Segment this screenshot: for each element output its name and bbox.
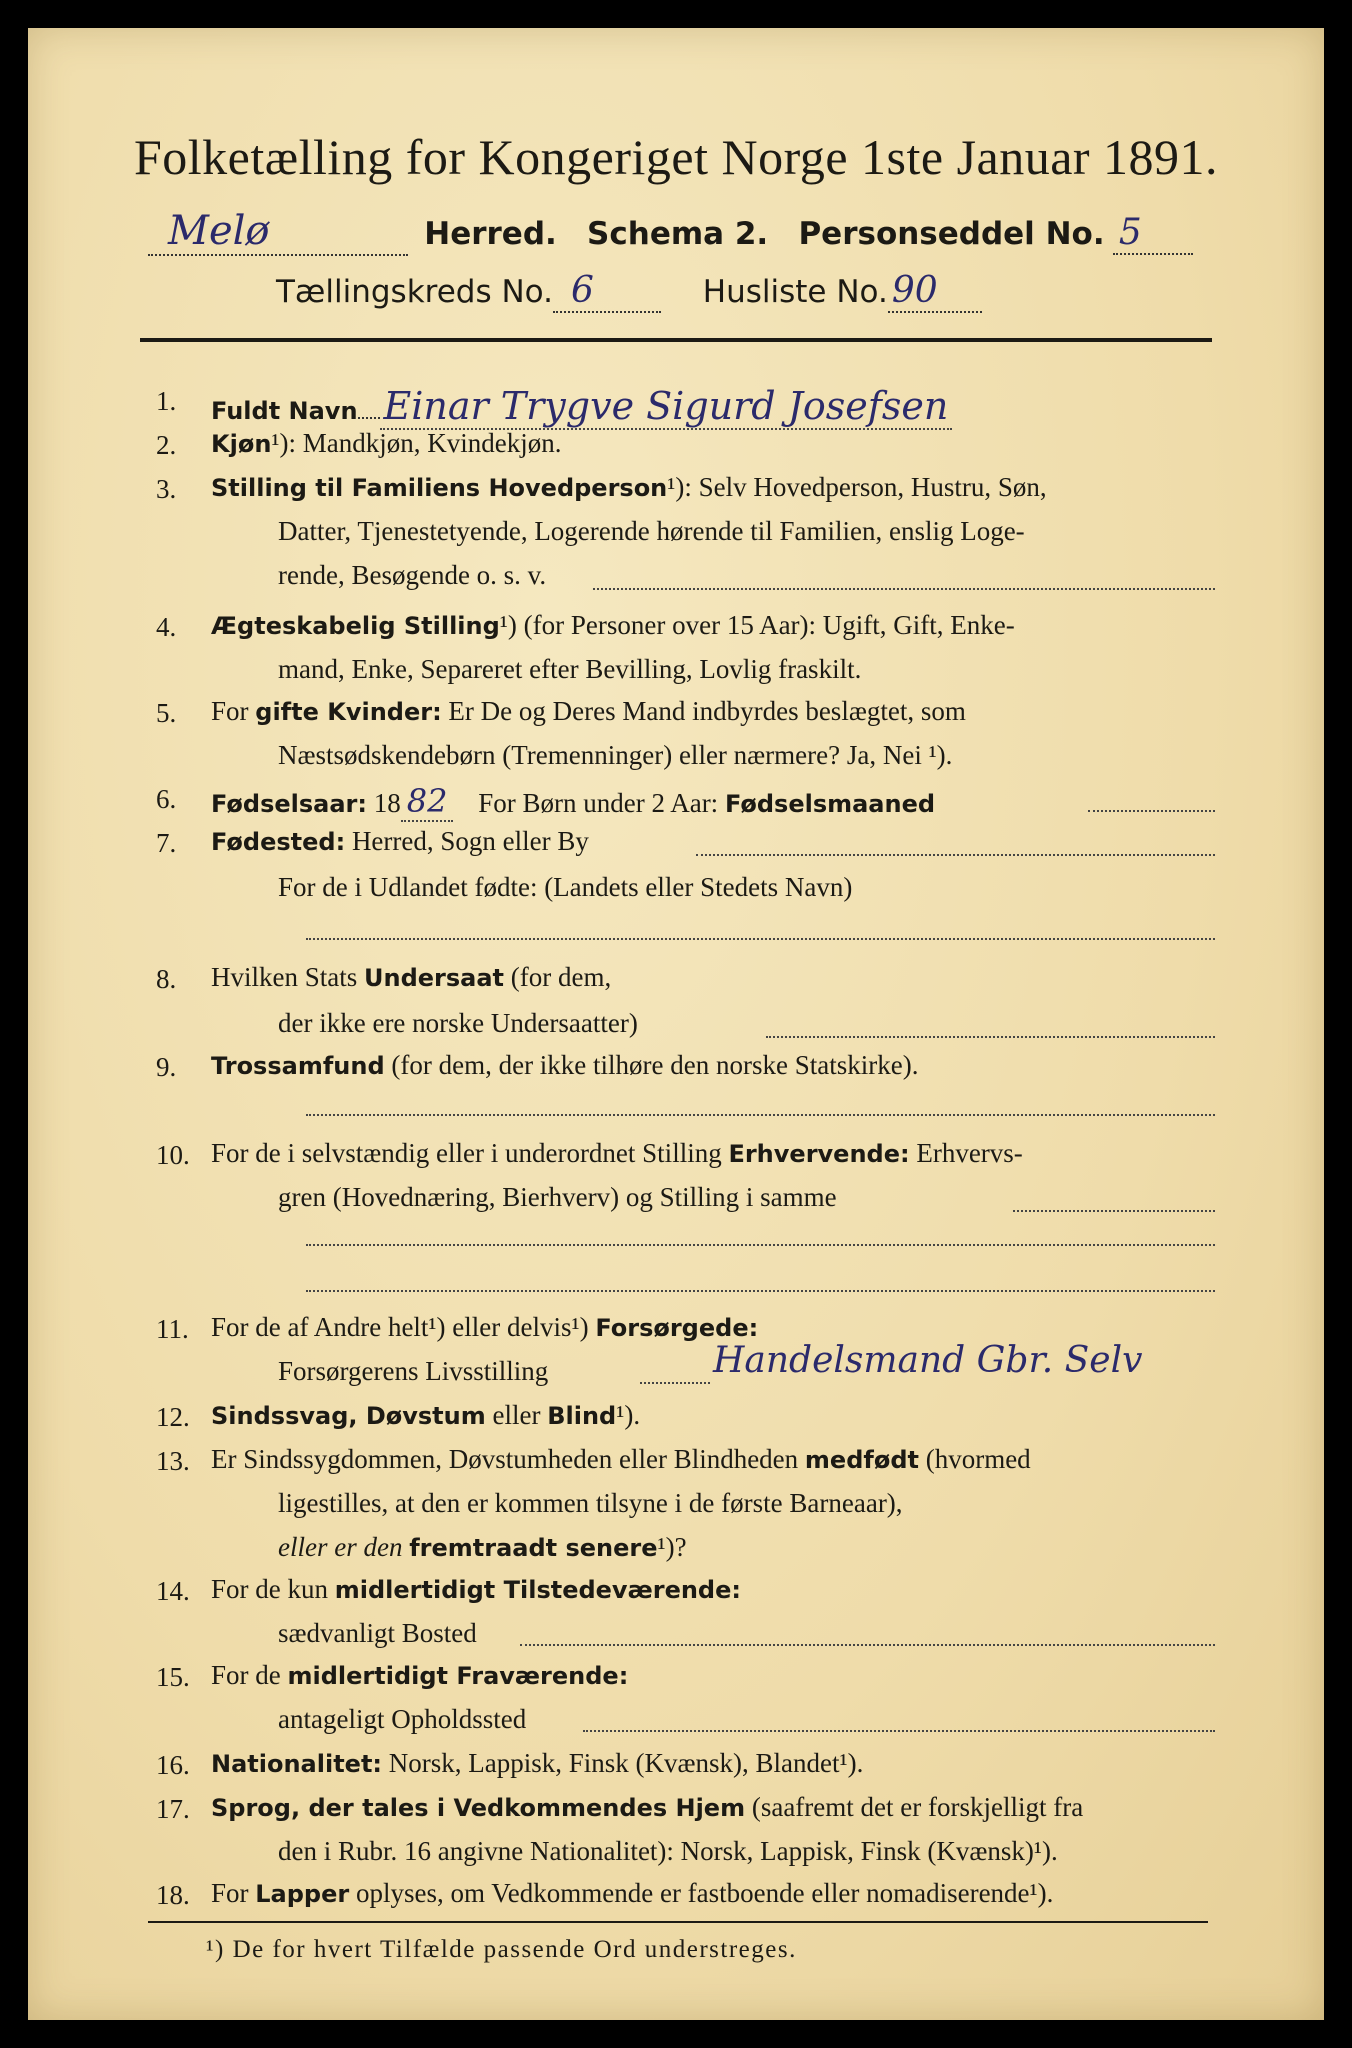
- item-8-dotted-line: [766, 1036, 1215, 1038]
- item-7-line2: For de i Udlandet fødte: (Landets eller Stedets Navn): [278, 872, 853, 902]
- husliste-value: 90: [888, 270, 982, 313]
- item-8-row: Hvilken Stats Undersaat (for dem,: [211, 962, 612, 992]
- census-form-page: [28, 28, 1324, 2020]
- provider-occupation-value: Handelsmand Gbr. Selv: [713, 1340, 1143, 1381]
- item-3-line3: rende, Besøgende o. s. v.: [278, 560, 547, 590]
- item-10-label: Erhvervende:: [728, 1140, 910, 1168]
- item-4-label: Ægteskabelig Stilling: [211, 612, 500, 640]
- item-1-label: Fuldt Navn: [211, 397, 358, 425]
- item-11-dotted-line: [640, 1382, 710, 1384]
- item-13-row: Er Sindssygdommen, Døvstumheden eller Blindheden medfødt (hvormed: [211, 1444, 1031, 1474]
- item-13-number: 13.: [156, 1446, 190, 1476]
- item-3-label: Stilling til Familiens Hovedperson: [211, 474, 668, 502]
- item-18-number: 18.: [156, 1880, 190, 1910]
- item-5-row: For gifte Kvinder: Er De og Deres Mand indbyrdes beslægtet, som: [211, 696, 966, 726]
- item-18-label: Lapper: [255, 1880, 350, 1908]
- item-16-number: 16.: [156, 1750, 190, 1780]
- item-7-answer-line: [306, 938, 1215, 940]
- herred-row: [148, 208, 1193, 256]
- item-14-row: For de kun midlertidigt Tilstedeværende:: [211, 1574, 741, 1604]
- item-15-row: For de midlertidigt Fraværende:: [211, 1660, 629, 1690]
- item-9-row: Trossamfund (for dem, der ikke tilhøre den norske Statskirke).: [211, 1050, 919, 1080]
- item-4-number: 4.: [156, 612, 177, 642]
- item-13-label: medfødt: [804, 1446, 919, 1474]
- item-12-row: Sindssvag, Døvstum eller Blind¹).: [211, 1400, 641, 1430]
- item-6-label2: Fødselsmaaned: [724, 790, 936, 818]
- item-3-line2: Datter, Tjenestetyende, Logerende hørende til Familien, enslig Loge-: [278, 516, 1025, 546]
- item-9-answer-line: [306, 1114, 1215, 1116]
- item-5-number: 5.: [156, 698, 177, 728]
- item-11-label: Forsørgede:: [595, 1314, 759, 1342]
- taellingskreds-row: [276, 270, 982, 313]
- item-14-label: midlertidigt Tilstedeværende:: [334, 1576, 741, 1604]
- item-10-line2: gren (Hovednæring, Bierhverv) og Stilling i samme: [278, 1182, 837, 1212]
- item-2-row: Kjøn¹): Mandkjøn, Kvindekjøn.: [211, 428, 562, 458]
- item-10-row: For de i selvstændig eller i underordnet Stilling Erhvervende: Erhvervs-: [211, 1138, 1023, 1168]
- item-8-label: Undersaat: [364, 964, 505, 992]
- item-17-line2: den i Rubr. 16 angivne Nationalitet): Norsk, Lappisk, Finsk (Kvænsk)¹).: [278, 1836, 1058, 1866]
- footnote-divider: [148, 1921, 1208, 1923]
- item-7-number: 7.: [156, 828, 177, 858]
- item-2-options: Mandkjøn, Kvindekjøn.: [302, 428, 562, 458]
- item-11-row: For de af Andre helt¹) eller delvis¹) Forsørgede:: [211, 1312, 759, 1342]
- item-17-label: Sprog, der tales i Vedkommendes Hjem: [211, 1794, 746, 1822]
- husliste-label: Husliste No.: [702, 274, 888, 310]
- item-10-answer-line-2: [306, 1290, 1215, 1292]
- item-7-row: [211, 826, 589, 857]
- footnote: ¹) De for hvert Tilfælde passende Ord understreges.: [206, 1936, 797, 1963]
- item-16-label: Nationalitet:: [211, 1750, 383, 1778]
- herred-label: Herred.: [424, 216, 557, 252]
- item-3-line1: Selv Hovedperson, Hustru, Søn,: [698, 472, 1047, 502]
- item-9-label: Trossamfund: [211, 1052, 385, 1080]
- personseddel-value: 5: [1113, 212, 1193, 255]
- item-10-answer-line-1: [306, 1244, 1215, 1246]
- birth-year-value: 82: [401, 782, 454, 822]
- item-5-line1: Er De og Deres Mand indbyrdes beslægtet, som: [448, 696, 966, 726]
- item-14-line2: sædvanligt Bosted: [278, 1618, 477, 1648]
- item-16-row: Nationalitet: Norsk, Lappisk, Finsk (Kvænsk), Blandet¹).: [211, 1748, 864, 1778]
- item-14-number: 14.: [156, 1576, 190, 1606]
- item-15-line2: antageligt Opholdssted: [278, 1704, 527, 1734]
- item-1-row: [211, 384, 952, 428]
- item-8-line2: der ikke ere norske Undersaatter): [278, 1008, 638, 1038]
- item-11-number: 11.: [156, 1314, 189, 1344]
- item-12-number: 12.: [156, 1402, 190, 1432]
- taellingskreds-label: Tællingskreds No.: [276, 274, 553, 310]
- item-6-row: Fødselsaar: 18 82 For Børn under 2 Aar: Fødselsmaaned: [211, 782, 936, 820]
- item-7-line1: Herred, Sogn eller By: [351, 826, 589, 856]
- header-divider: [140, 338, 1212, 342]
- item-5-label: gifte Kvinder:: [255, 698, 442, 726]
- item-17-row: Sprog, der tales i Vedkommendes Hjem (saafremt det er forskjelligt fra: [211, 1792, 1084, 1822]
- item-4-line2: mand, Enke, Separeret efter Bevilling, Lovlig fraskilt.: [278, 654, 862, 684]
- item-10-number: 10.: [156, 1140, 190, 1170]
- item-3-number: 3.: [156, 474, 177, 504]
- item-6-dotted-line: [1088, 810, 1215, 812]
- herred-value: Melø: [148, 208, 408, 256]
- full-name-value: Einar Trygve Sigurd Josefsen: [380, 384, 953, 430]
- item-18-row: For Lapper oplyses, om Vedkommende er fastboende eller nomadiserende¹).: [211, 1878, 1054, 1908]
- item-13-line2: ligestilles, at den er kommen tilsyne i de første Barneaar),: [278, 1488, 903, 1518]
- taellingskreds-value: 6: [553, 270, 661, 313]
- item-13-line3: eller er den fremtraadt senere¹)?: [278, 1532, 687, 1562]
- item-4-line1: (for Personer over 15 Aar): Ugift, Gift, Enke-: [523, 610, 1015, 640]
- item-5-line2: Næstsødskendebørn (Tremenninger) eller nærmere? Ja, Nei ¹).: [278, 740, 953, 770]
- item-6-label: Fødselsaar:: [211, 790, 367, 818]
- item-2-label: Kjøn: [211, 430, 272, 458]
- form-title: Folketælling for Kongeriget Norge 1ste Januar 1891.: [133, 129, 1219, 185]
- item-7-dotted-line: [696, 854, 1215, 856]
- item-17-number: 17.: [156, 1794, 190, 1824]
- personseddel-label: Personseddel No.: [798, 216, 1105, 252]
- item-3-dotted-line: [593, 588, 1215, 590]
- item-1-number: 1.: [156, 386, 177, 416]
- schema-label: Schema 2.: [587, 216, 769, 252]
- item-8-number: 8.: [156, 964, 177, 994]
- item-9-number: 9.: [156, 1052, 177, 1082]
- item-6-number: 6.: [156, 784, 177, 814]
- item-2-number: 2.: [156, 430, 177, 460]
- item-11-line2: Forsørgerens Livsstilling: [278, 1356, 549, 1386]
- item-10-dotted-line: [1013, 1210, 1215, 1212]
- item-12-label: Sindssvag, Døvstum: [211, 1402, 486, 1430]
- item-4-row: Ægteskabelig Stilling¹) (for Personer over 15 Aar): Ugift, Gift, Enke-: [211, 610, 1015, 640]
- item-14-dotted-line: [520, 1644, 1215, 1646]
- item-15-number: 15.: [156, 1662, 190, 1692]
- item-15-label: midlertidigt Fraværende:: [287, 1662, 629, 1690]
- item-15-dotted-line: [583, 1730, 1215, 1732]
- item-7-label: Fødested:: [211, 828, 346, 856]
- item-3-row: Stilling til Familiens Hovedperson¹): Selv Hovedperson, Hustru, Søn,: [211, 472, 1047, 502]
